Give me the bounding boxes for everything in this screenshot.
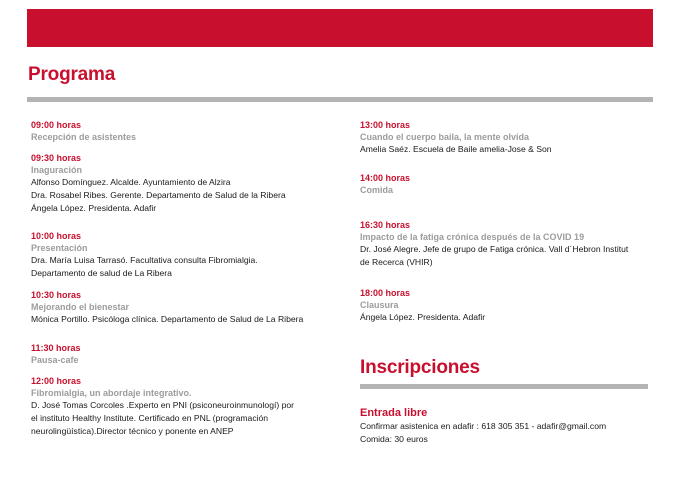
inscripciones-title: Inscripciones bbox=[360, 357, 480, 378]
event-speaker-line: el instituto Healthy Institute. Certificado en PNL (programación bbox=[31, 413, 269, 423]
event-speaker-line: Alfonso Domínguez. Alcalde. Ayuntamiento de Alzira bbox=[31, 177, 231, 187]
event-speaker-line: de Recerca (VHIR) bbox=[360, 257, 433, 267]
top-banner bbox=[27, 9, 653, 47]
inscripciones-price: Comida: 30 euros bbox=[360, 434, 428, 444]
event-speaker-line: Dra. Rosabel Ribes. Gerente. Departamento de Salud de la Ribera bbox=[31, 190, 286, 200]
event-time: 09:30 horas bbox=[31, 153, 82, 163]
program-right-column bbox=[360, 119, 655, 324]
inscripciones-contact: Confirmar asistenica en adafir : 618 305 351 - adafir@gmail.com bbox=[360, 421, 607, 431]
event-time: 16:30 horas bbox=[360, 220, 411, 230]
event-speaker-line: Dr. José Alegre. Jefe de grupo de Fatiga crónica. Vall d´Hebron Institut bbox=[360, 244, 629, 254]
schedule-event bbox=[31, 375, 341, 438]
event-speaker-line: Mónica Portillo. Psicóloga clínica. Departamento de Salud de La Ribera bbox=[31, 314, 304, 324]
event-activity: Presentación bbox=[31, 243, 88, 253]
event-activity: Inaguración bbox=[31, 165, 83, 175]
event-activity: Pausa-cafe bbox=[31, 355, 79, 365]
schedule-event bbox=[31, 289, 341, 326]
programa-title: Programa bbox=[28, 64, 116, 85]
schedule-event bbox=[31, 152, 341, 215]
event-time: 14:00 horas bbox=[360, 173, 411, 183]
event-time: 11:30 horas bbox=[31, 343, 81, 353]
inscripciones-body bbox=[360, 406, 660, 446]
event-time: 10:30 horas bbox=[31, 290, 82, 300]
event-speaker-line: D. José Tomas Corcoles .Experto en PNI (psiconeuroinmunologí) por bbox=[31, 400, 295, 410]
event-activity: Clausura bbox=[360, 300, 399, 310]
event-speaker-line: neurolingüística).Director técnico y ponente en ANEP bbox=[31, 426, 234, 436]
event-time: 12:00 horas bbox=[31, 376, 82, 386]
schedule-event bbox=[360, 119, 655, 156]
event-speaker-line: Ángela López. Presidenta. Adafir bbox=[31, 203, 157, 213]
event-time: 09:00 horas bbox=[31, 120, 82, 130]
event-activity: Mejorando el bienestar bbox=[31, 302, 130, 312]
schedule-event bbox=[360, 287, 655, 324]
event-speaker-line: Amelia Saéz. Escuela de Baile amelia-Jose & Son bbox=[360, 144, 552, 154]
event-speaker-line: Dra. María Luisa Tarrasó. Facultativa consulta Fibromialgia. bbox=[31, 255, 258, 265]
inscripciones-divider bbox=[360, 384, 648, 389]
schedule-event bbox=[360, 219, 655, 269]
schedule-event bbox=[360, 172, 655, 196]
event-speaker-line: Departamento de salud de La Ribera bbox=[31, 268, 172, 278]
schedule-event bbox=[31, 230, 341, 280]
schedule-event bbox=[31, 342, 341, 366]
event-speaker-line: Ángela López. Presidenta. Adafir bbox=[360, 312, 486, 322]
programa-divider bbox=[27, 97, 653, 102]
event-time: 18:00 horas bbox=[360, 288, 411, 298]
program-left-column bbox=[31, 119, 341, 438]
schedule-event bbox=[31, 119, 341, 143]
event-activity: Cuando el cuerpo baila, la mente olvida bbox=[360, 132, 530, 142]
event-time: 10:00 horas bbox=[31, 231, 82, 241]
entrada-libre-label: Entrada libre bbox=[360, 407, 428, 419]
event-activity: Comida bbox=[360, 185, 394, 195]
event-activity: Impacto de la fatiga crónica después de la COVID 19 bbox=[360, 232, 585, 242]
event-activity: Fibromialgia, un abordaje integrativo. bbox=[31, 388, 192, 398]
event-time: 13:00 horas bbox=[360, 120, 411, 130]
event-activity: Recepción de asistentes bbox=[31, 132, 137, 142]
